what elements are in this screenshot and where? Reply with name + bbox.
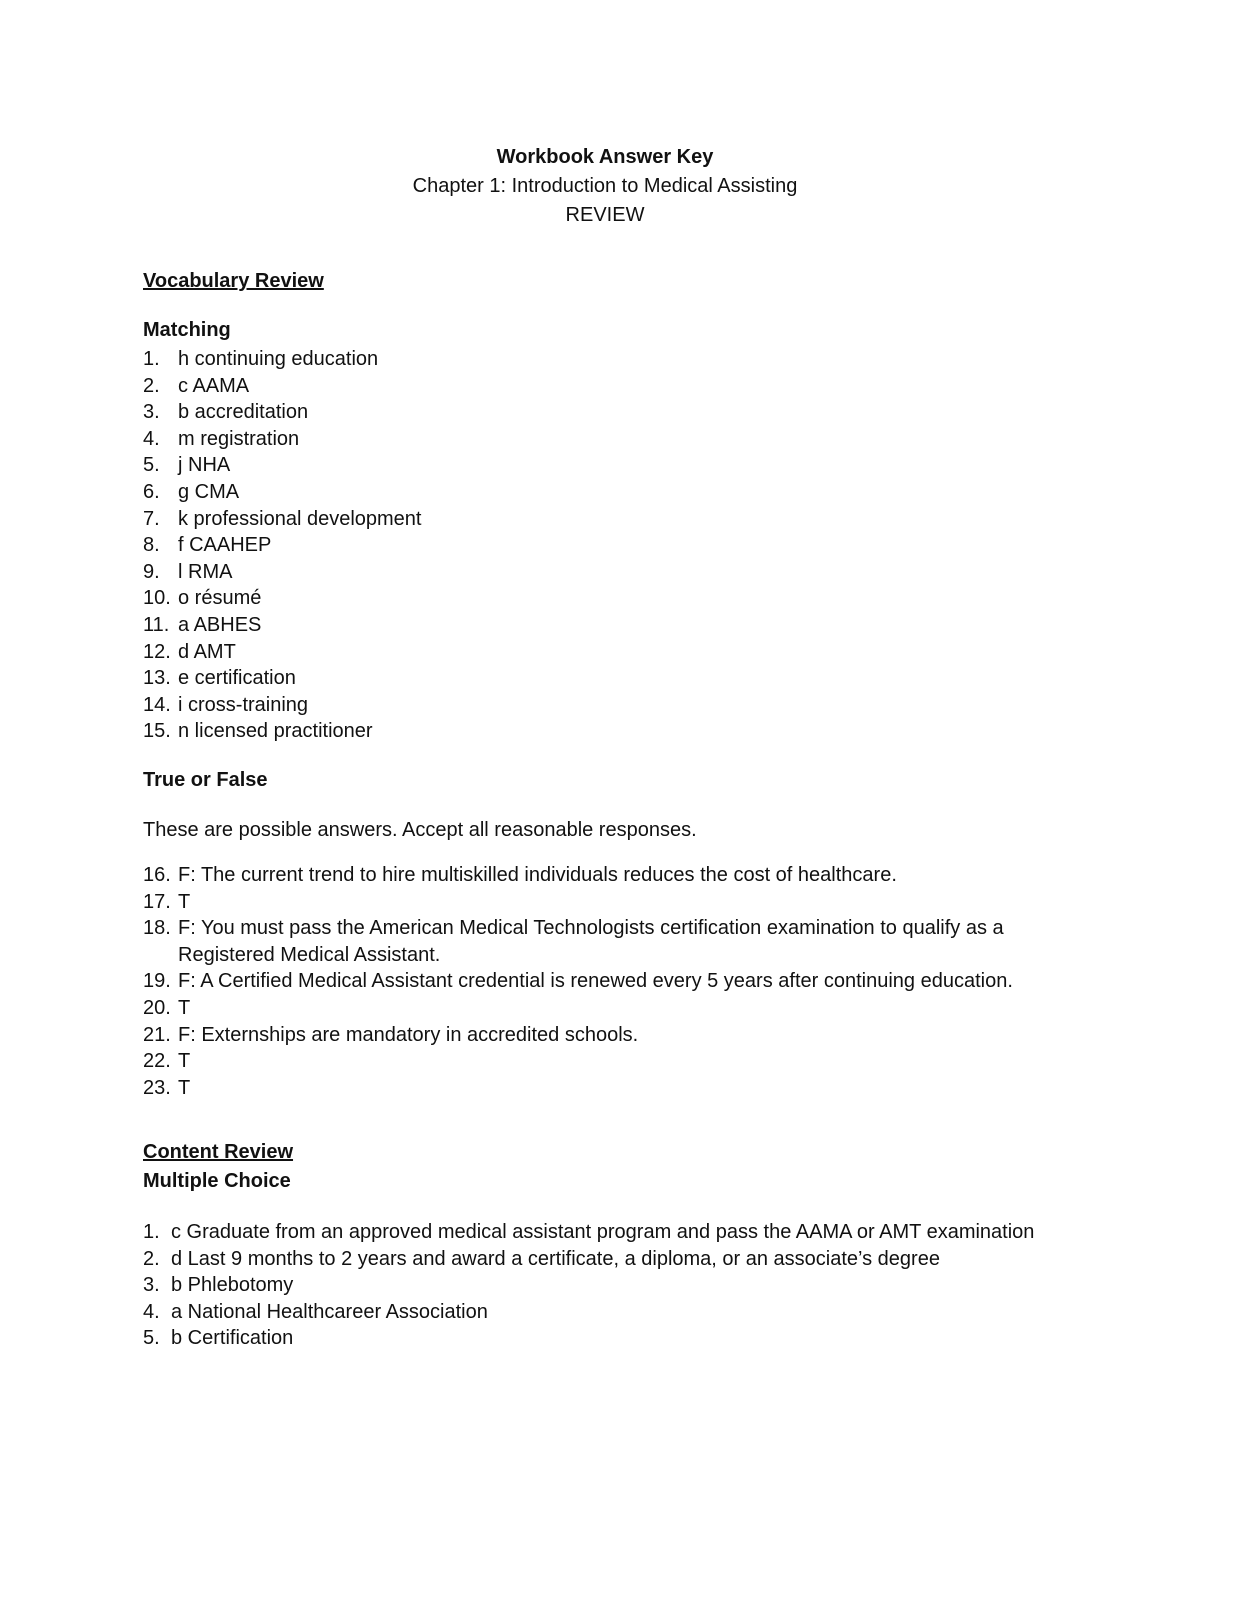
chapter-title: Chapter 1: Introduction to Medical Assisting xyxy=(412,175,798,197)
item-number: 13. xyxy=(143,667,171,690)
true-false-list xyxy=(143,862,1058,1101)
item-number: 14. xyxy=(143,693,171,716)
list-item xyxy=(143,373,421,400)
item-number: 1. xyxy=(143,1221,160,1243)
list-item xyxy=(143,1272,1034,1299)
item-number: 23. xyxy=(143,1076,171,1099)
item-number: 2. xyxy=(143,1247,160,1270)
list-item xyxy=(143,665,421,692)
item-number: 12. xyxy=(143,640,171,663)
item-number: 19. xyxy=(143,970,171,993)
item-text: j NHA xyxy=(178,454,231,477)
list-item xyxy=(143,559,421,586)
list-item xyxy=(143,968,1058,995)
item-number: 8. xyxy=(143,534,160,557)
item-text: F: The current trend to hire multiskilled individuals reduces the cost of healthcare. xyxy=(178,864,897,886)
vocabulary-review-heading: Vocabulary Review xyxy=(143,270,324,292)
item-number: 2. xyxy=(143,374,160,397)
item-number: 18. xyxy=(143,917,171,940)
item-number: 5. xyxy=(143,1327,160,1350)
list-item xyxy=(143,1299,1034,1326)
list-item xyxy=(143,612,421,639)
item-text: k professional development xyxy=(178,507,422,530)
item-text: d AMT xyxy=(178,640,236,663)
item-number: 3. xyxy=(143,401,160,424)
list-item xyxy=(143,1022,1058,1049)
matching-heading: Matching xyxy=(143,319,231,341)
item-number: 6. xyxy=(143,480,160,503)
item-number: 11. xyxy=(143,613,170,636)
item-text: e certification xyxy=(178,667,296,690)
list-item xyxy=(143,1048,1058,1075)
item-text: T xyxy=(178,1050,191,1073)
item-text: i cross-training xyxy=(178,693,309,716)
list-item xyxy=(143,862,1058,889)
item-text: F: A Certified Medical Assistant credential is renewed every 5 years after continuing education. xyxy=(178,970,1013,993)
item-number: 10. xyxy=(143,587,171,610)
item-text: f CAAHEP xyxy=(178,534,272,557)
list-item xyxy=(143,692,421,719)
item-text: T xyxy=(178,890,191,913)
item-text: b Certification xyxy=(171,1327,294,1350)
multiple-choice-heading: Multiple Choice xyxy=(143,1170,291,1192)
item-number: 5. xyxy=(143,454,160,477)
item-text: T xyxy=(178,996,191,1019)
multiple-choice-list xyxy=(143,1219,1034,1352)
list-item xyxy=(143,1325,1034,1352)
matching-list xyxy=(143,346,421,745)
list-item xyxy=(143,1219,1034,1246)
item-text: T xyxy=(178,1076,191,1099)
list-item xyxy=(143,346,421,373)
item-text: c Graduate from an approved medical assistant program and pass the AAMA or AMT examination xyxy=(171,1221,1035,1243)
true-false-heading: True or False xyxy=(143,769,268,791)
true-false-note: These are possible answers. Accept all reasonable responses. xyxy=(143,819,697,841)
list-item xyxy=(143,479,421,506)
review-subtitle: REVIEW xyxy=(565,204,645,226)
list-item xyxy=(143,718,421,745)
item-number: 7. xyxy=(143,507,160,530)
list-item xyxy=(143,506,421,533)
list-item xyxy=(143,639,421,666)
list-item xyxy=(143,426,421,453)
item-number: 20. xyxy=(143,996,171,1019)
list-item xyxy=(143,532,421,559)
item-text: d Last 9 months to 2 years and award a certificate, a diploma, or an associate’s degree xyxy=(171,1247,940,1270)
item-text: a ABHES xyxy=(178,613,262,636)
list-item xyxy=(143,915,1058,968)
item-text: m registration xyxy=(178,427,300,450)
item-number: 9. xyxy=(143,560,160,583)
document-header xyxy=(0,143,1210,230)
item-text: h continuing education xyxy=(178,348,379,370)
item-number: 17. xyxy=(143,890,171,913)
item-number: 15. xyxy=(143,720,171,743)
item-text: F: Externships are mandatory in accredited schools. xyxy=(178,1023,639,1046)
item-text: l RMA xyxy=(178,560,233,583)
item-number: 16. xyxy=(143,864,171,886)
list-item xyxy=(143,399,421,426)
item-number: 4. xyxy=(143,427,160,450)
item-text: g CMA xyxy=(178,480,240,503)
item-text: o résumé xyxy=(178,587,262,610)
list-item xyxy=(143,452,421,479)
list-item xyxy=(143,995,1058,1022)
item-text: b Phlebotomy xyxy=(171,1274,294,1297)
list-item xyxy=(143,1246,1034,1273)
item-number: 1. xyxy=(143,348,160,370)
item-number: 22. xyxy=(143,1050,171,1073)
list-item xyxy=(143,585,421,612)
item-number: 4. xyxy=(143,1300,160,1323)
item-text: b accreditation xyxy=(178,401,309,424)
item-number: 3. xyxy=(143,1274,160,1297)
content-review-heading: Content Review xyxy=(143,1141,294,1163)
item-text: n licensed practitioner xyxy=(178,720,373,743)
document-title: Workbook Answer Key xyxy=(496,146,714,168)
item-text: c AAMA xyxy=(178,374,250,397)
list-item xyxy=(143,1075,1058,1102)
item-number: 21. xyxy=(143,1023,171,1046)
item-text: F: You must pass the American Medical Technologists certification examination to qualify as a Registered Medical Assistant. xyxy=(178,917,1004,966)
list-item xyxy=(143,889,1058,916)
item-text: a National Healthcareer Association xyxy=(171,1300,488,1323)
